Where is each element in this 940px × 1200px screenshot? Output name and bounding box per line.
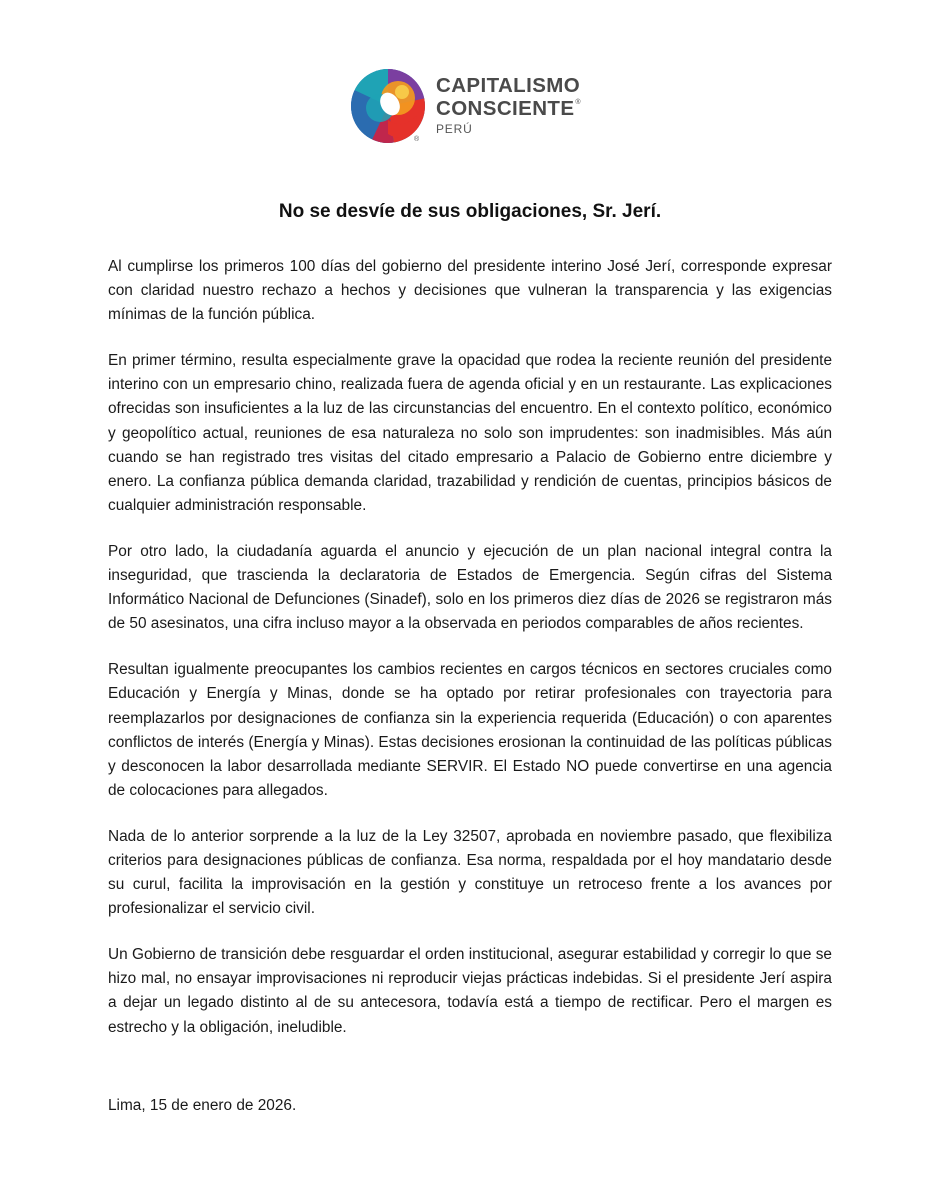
logo-wordmark (436, 76, 581, 135)
logo-line-capitalismo: CAPITALISMO (436, 74, 581, 97)
brand-logo (350, 68, 610, 148)
logo-line-consciente: CONSCIENTE® (436, 96, 581, 120)
paragraph: Nada de lo anterior sorprende a la luz de la Ley 32507, aprobada en noviembre pasado, que flexibiliza criterios para designaciones públicas de confianza. Esa norma, respaldada por el hoy mandatario desde su curul, facilita la improvisación en la gestión y constituye un retroceso frente a los avances por profesionalizar el servicio civil. (108, 827, 832, 918)
logo-circle-icon (350, 68, 426, 144)
logo-registered-mark: ® (414, 136, 420, 143)
paragraph: Al cumplirse los primeros 100 días del gobierno del presidente interino José Jerí, corresponde expresar con claridad nuestro rechazo a hechos y decisiones que vulneran la transparencia y las exigencias mínimas de la función pública. (108, 258, 832, 324)
paragraph: Resultan igualmente preocupantes los cambios recientes en cargos técnicos en sectores cruciales como Educación y Energía y Minas, donde se ha optado por retirar profesionales con trayectoria para reemplazarlos por designaciones de confianza sin la experiencia requerida (Educación) o con aparentes conflictos de interés (Energía y Minas). Estas decisiones erosionan la continuidad de las políticas públicas y desconocen la labor desarrollada mediante SERVIR. El Estado NO puede convertirse en una agencia de colocaciones para allegados. (108, 661, 832, 799)
closing-date: Lima, 15 de enero de 2026. (108, 1097, 297, 1114)
document-body (108, 255, 832, 1062)
logo-line-peru: PERÚ (436, 122, 473, 136)
paragraph: En primer término, resulta especialmente grave la opacidad que rodea la reciente reunión del presidente interino con un empresario chino, realizada fuera de agenda oficial y en un restaurante. Las explicaciones ofrecidas son insuficientes a la luz de las circunstancias del encuentro. En el contexto político, económico y geopolítico actual, reuniones de esa naturaleza no solo son imprudentes: son inadmisibles. Más aún cuando se han registrado tres visitas del citado empresario a Palacio de Gobierno entre diciembre y enero. La confianza pública demanda claridad, trazabilidad y rendición de cuentas, principios básicos de cualquier administración responsable. (108, 352, 832, 514)
paragraph: Un Gobierno de transición debe resguardar el orden institucional, asegurar estabilidad y corregir lo que se hizo mal, no ensayar improvisaciones ni reproducir viejas prácticas indebidas. Si el presidente Jerí aspira a dejar un legado distinto al de su antecesora, todavía está a tiempo de rectificar. Pero el margen es estrecho y la obligación, ineludible. (108, 946, 832, 1036)
paragraph: Por otro lado, la ciudadanía aguarda el anuncio y ejecución de un plan nacional integral contra la inseguridad, que trascienda la declaratoria de Estados de Emergencia. Según cifras del Sistema Informático Nacional de Defunciones (Sinadef), solo en los primeros diez días de 2026 se registraron más de 50 asesinatos, una cifra incluso mayor a la observada en periodos comparables de años recientes. (108, 542, 832, 633)
document-title: No se desvíe de sus obligaciones, Sr. Jerí. (278, 201, 662, 222)
